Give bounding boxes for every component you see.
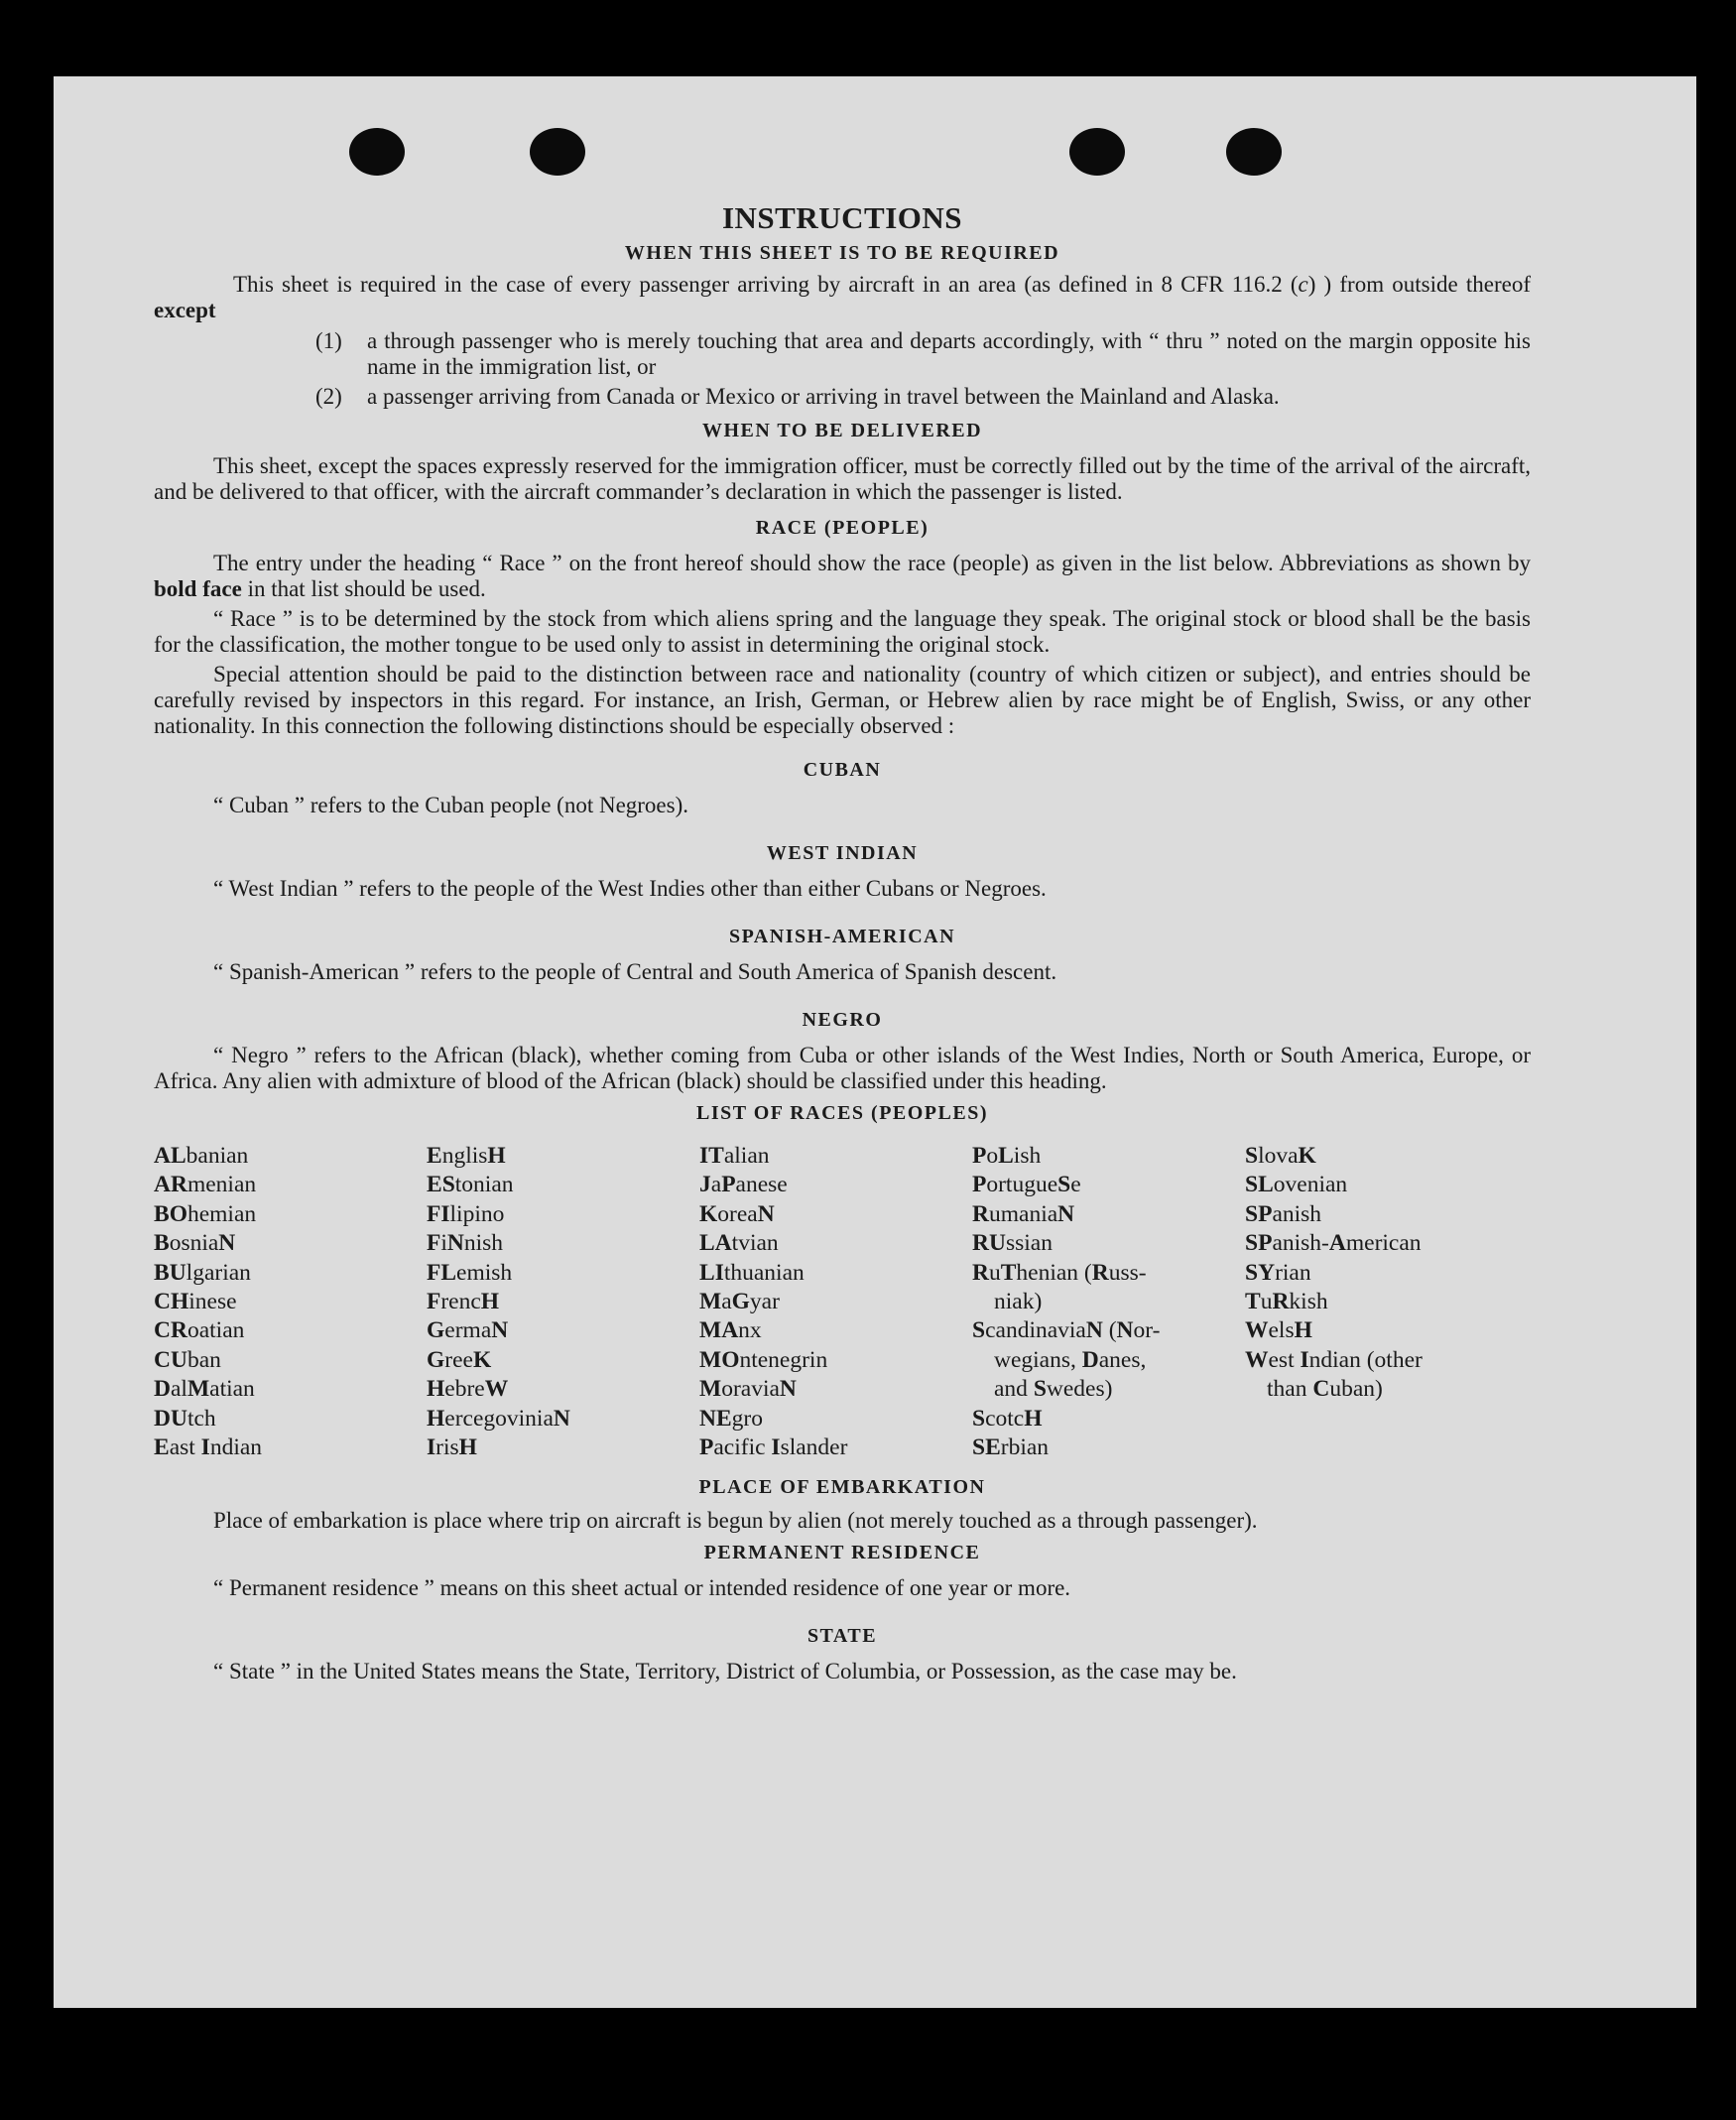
race-entry: DUtch (154, 1405, 216, 1432)
races-table (154, 1142, 1531, 1462)
race-entry: MaGyar (699, 1289, 780, 1315)
race-entry: CHinese (154, 1289, 237, 1315)
race-entry: TuRkish (1245, 1289, 1328, 1315)
race-entry: PoLish (972, 1143, 1042, 1169)
race-entry: RuThenian (Russ- (972, 1259, 1147, 1286)
race-entry: FiNnish (427, 1230, 504, 1257)
race-entry: PortugueSe (972, 1172, 1081, 1198)
race-entry: BOhemian (154, 1200, 257, 1227)
race-entry: HercegoviniaN (427, 1405, 570, 1432)
residence-text: “ Permanent residence ” means on this sheet actual or intended residence of one year or more. (213, 1575, 1071, 1601)
race-entry: MOntenegrin (699, 1346, 828, 1373)
race-entry: West Indian (other (1245, 1346, 1423, 1373)
cuban-heading: CUBAN (803, 759, 882, 781)
race-entry: ITalian (699, 1143, 770, 1169)
when-required-intro: This sheet is required in the case of every passenger arriving by aircraft in an area (as defined in 8 CFR 116.2 (c) ) from outside thereof except (154, 272, 1531, 322)
race-entry: SYrian (1245, 1259, 1311, 1286)
race-entry: SPanish-American (1245, 1230, 1422, 1257)
race-entry: MAnx (699, 1317, 762, 1344)
when-delivered-text: This sheet, except the spaces expressly reserved for the immigration officer, must be correctly filled out by the time of the arrival of the aircraft, and be delivered to that officer, with the aircraft commander’s declaration in which the passenger is listed. (154, 453, 1531, 504)
race-entry: NEgro (699, 1405, 763, 1432)
races-column (154, 1142, 427, 1462)
race-entry: SErbian (972, 1434, 1050, 1461)
residence-heading: PERMANENT RESIDENCE (703, 1542, 981, 1564)
west-indian-heading: WEST INDIAN (766, 842, 919, 864)
state-heading: STATE (806, 1625, 878, 1648)
race-entry: EStonian (427, 1172, 514, 1198)
race-entry: BUlgarian (154, 1259, 251, 1286)
race-entry: KoreaN (699, 1200, 775, 1227)
race-entry: JaPanese (699, 1172, 788, 1198)
when-required-heading: WHEN THIS SHEET IS TO BE REQUIRED (624, 242, 1060, 264)
negro-text: “ Negro ” refers to the African (black), whether coming from Cuba or other islands of the West Indies, North or South America, Europe, or Africa. Any alien with admixture of blood of the African (black) should be classified under this heading. (154, 1043, 1531, 1093)
when-delivered-heading: WHEN TO BE DELIVERED (701, 420, 983, 441)
race-heading: RACE (PEOPLE) (755, 517, 930, 539)
races-column (1245, 1142, 1518, 1462)
race-entry: ARmenian (154, 1172, 257, 1198)
race-entry: RUssian (972, 1230, 1053, 1257)
spanish-american-text: “ Spanish-American ” refers to the people of Central and South America of Spanish descent. (213, 959, 1057, 984)
race-entry: GermaN (427, 1317, 509, 1344)
embarkation-heading: PLACE OF EMBARKATION (698, 1476, 986, 1499)
race-entry: WelsH (1245, 1317, 1312, 1344)
race-entry: Pacific Islander (699, 1434, 848, 1461)
race-entry: LIthuanian (699, 1259, 805, 1286)
race-entry: FIlipino (427, 1200, 505, 1227)
race-entry: HebreW (427, 1376, 509, 1403)
race-paragraph-2: “ Race ” is to be determined by the stock from which aliens spring and the language they speak. The original stock or blood shall be the basis for the classification, the mother tongue to be used only to assist in determining the original stock. (154, 606, 1531, 657)
race-entry: and Swedes) (994, 1376, 1113, 1403)
page-title: INSTRUCTIONS (721, 200, 962, 235)
race-entry: ALbanian (154, 1143, 249, 1169)
race-entry: CRoatian (154, 1317, 245, 1344)
spanish-american-heading: SPANISH-AMERICAN (728, 926, 956, 947)
race-entry: wegians, Danes, (994, 1346, 1147, 1373)
race-entry: FrencH (427, 1289, 500, 1315)
race-entry: SlovaK (1245, 1143, 1316, 1169)
race-entry: FLemish (427, 1259, 513, 1286)
instructions-content (154, 127, 1531, 1684)
race-entry: ScotcH (972, 1405, 1043, 1432)
negro-heading: NEGRO (802, 1009, 883, 1031)
race-entry: RumaniaN (972, 1200, 1075, 1227)
race-entry: MoraviaN (699, 1376, 797, 1403)
races-column (427, 1142, 699, 1462)
list-item: (2) a passenger arriving from Canada or Mexico or arriving in travel between the Mainland and Alaska. (315, 384, 1280, 409)
race-entry: SLovenian (1245, 1172, 1348, 1198)
races-column (699, 1142, 972, 1462)
race-paragraph-3: Special attention should be paid to the distinction between race and nationality (country of which citizen or subject), and entries should be carefully revised by inspectors in this regard. For instance, an Irish, German, or Hebrew alien by race might be of English, Swiss, or any other nationality. In this connection the following distinctions should be especially observed : (154, 662, 1531, 738)
races-column (972, 1142, 1245, 1462)
race-entry: GreeK (427, 1346, 492, 1373)
race-entry: SPanish (1245, 1200, 1322, 1227)
race-entry: EnglisH (427, 1143, 506, 1169)
race-entry: ScandinaviaN (Nor- (972, 1317, 1161, 1344)
race-entry: niak) (994, 1289, 1043, 1315)
race-entry: than Cuban) (1267, 1376, 1383, 1403)
race-paragraph-1: The entry under the heading “ Race ” on the front hereof should show the race (people) as given in the list below. Abbreviations as shown by bold face in that list should be used. (154, 551, 1531, 601)
race-entry: DalMatian (154, 1376, 255, 1403)
race-entry: CUban (154, 1346, 221, 1373)
race-entry: BosniaN (154, 1230, 236, 1257)
race-entry: East Indian (154, 1434, 263, 1461)
race-entry: LAtvian (699, 1230, 779, 1257)
list-of-races-heading: LIST OF RACES (PEOPLES) (695, 1102, 988, 1124)
race-entry: IrisH (427, 1434, 477, 1461)
embarkation-text: Place of embarkation is place where trip on aircraft is begun by alien (not merely touched as a through passenger). (213, 1508, 1258, 1534)
list-item: (1) a through passenger who is merely touching that area and departs accordingly, with “ thru ” noted on the margin opposite his name in the immigration list, or (315, 328, 1531, 379)
cuban-text: “ Cuban ” refers to the Cuban people (not Negroes). (213, 793, 689, 817)
west-indian-text: “ West Indian ” refers to the people of the West Indies other than either Cubans or Negroes. (213, 876, 1047, 901)
state-text: “ State ” in the United States means the State, Territory, District of Columbia, or Possession, as the case may be. (213, 1659, 1237, 1684)
